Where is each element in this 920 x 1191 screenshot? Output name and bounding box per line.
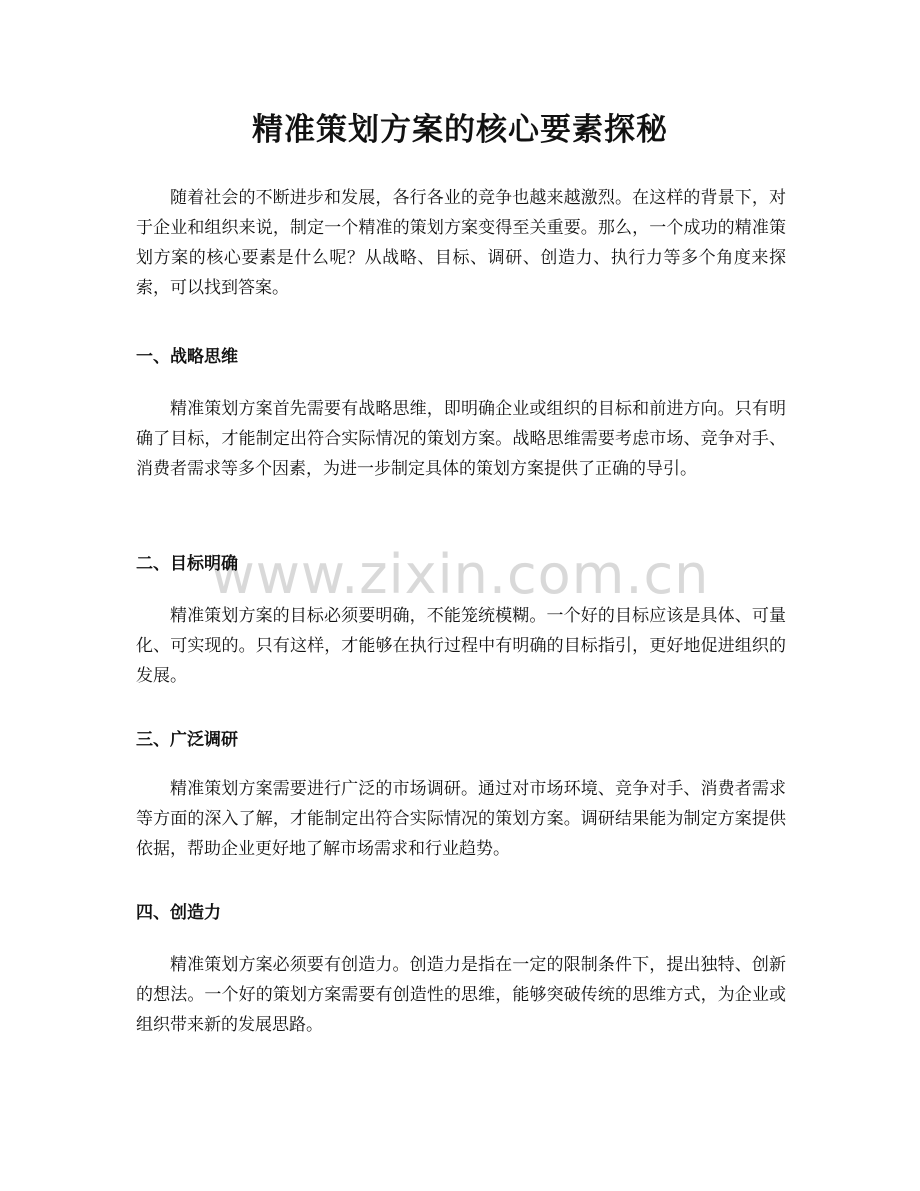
section-body-goals: 精准策划方案的目标必须要明确，不能笼统模糊。一个好的目标应该是具体、可量化、可实现的。只有这样，才能够在执行过程中有明确的目标指引，更好地促进组织的发展。 xyxy=(136,606,786,686)
watermark: www.zixin.com.cn xyxy=(210,543,710,606)
section-heading-strategy: 一、战略思维 xyxy=(136,347,238,367)
section-body-creativity: 精准策划方案必须要有创造力。创造力是指在一定的限制条件下，提出独特、创新的想法。一个好的策划方案需要有创造性的思维，能够突破传统的思维方式，为企业或组织带来新的发展思路。 xyxy=(136,955,786,1035)
document-title: 精准策划方案的核心要素探秘 xyxy=(252,112,668,148)
section-body-research: 精准策划方案需要进行广泛的市场调研。通过对市场环境、竞争对手、消费者需求等方面的深入了解，才能制定出符合实际情况的策划方案。调研结果能为制定方案提供依据，帮助企业更好地了解市场需求和行业趋势。 xyxy=(136,779,786,859)
section-heading-goals: 二、目标明确 xyxy=(136,554,238,574)
section-heading-creativity: 四、创造力 xyxy=(136,903,221,923)
section-heading-research: 三、广泛调研 xyxy=(136,730,238,750)
section-body-strategy: 精准策划方案首先需要有战略思维，即明确企业或组织的目标和前进方向。只有明确了目标，才能制定出符合实际情况的策划方案。战略思维需要考虑市场、竞争对手、消费者需求等多个因素，为进一步制定具体的策划方案提供了正确的导引。 xyxy=(136,399,786,479)
intro-paragraph: 随着社会的不断进步和发展，各行各业的竞争也越来越激烈。在这样的背景下，对于企业和组织来说，制定一个精准的策划方案变得至关重要。那么，一个成功的精准策划方案的核心要素是什么呢？从战略、目标、调研、创造力、执行力等多个角度来探索，可以找到答案。 xyxy=(136,188,786,298)
